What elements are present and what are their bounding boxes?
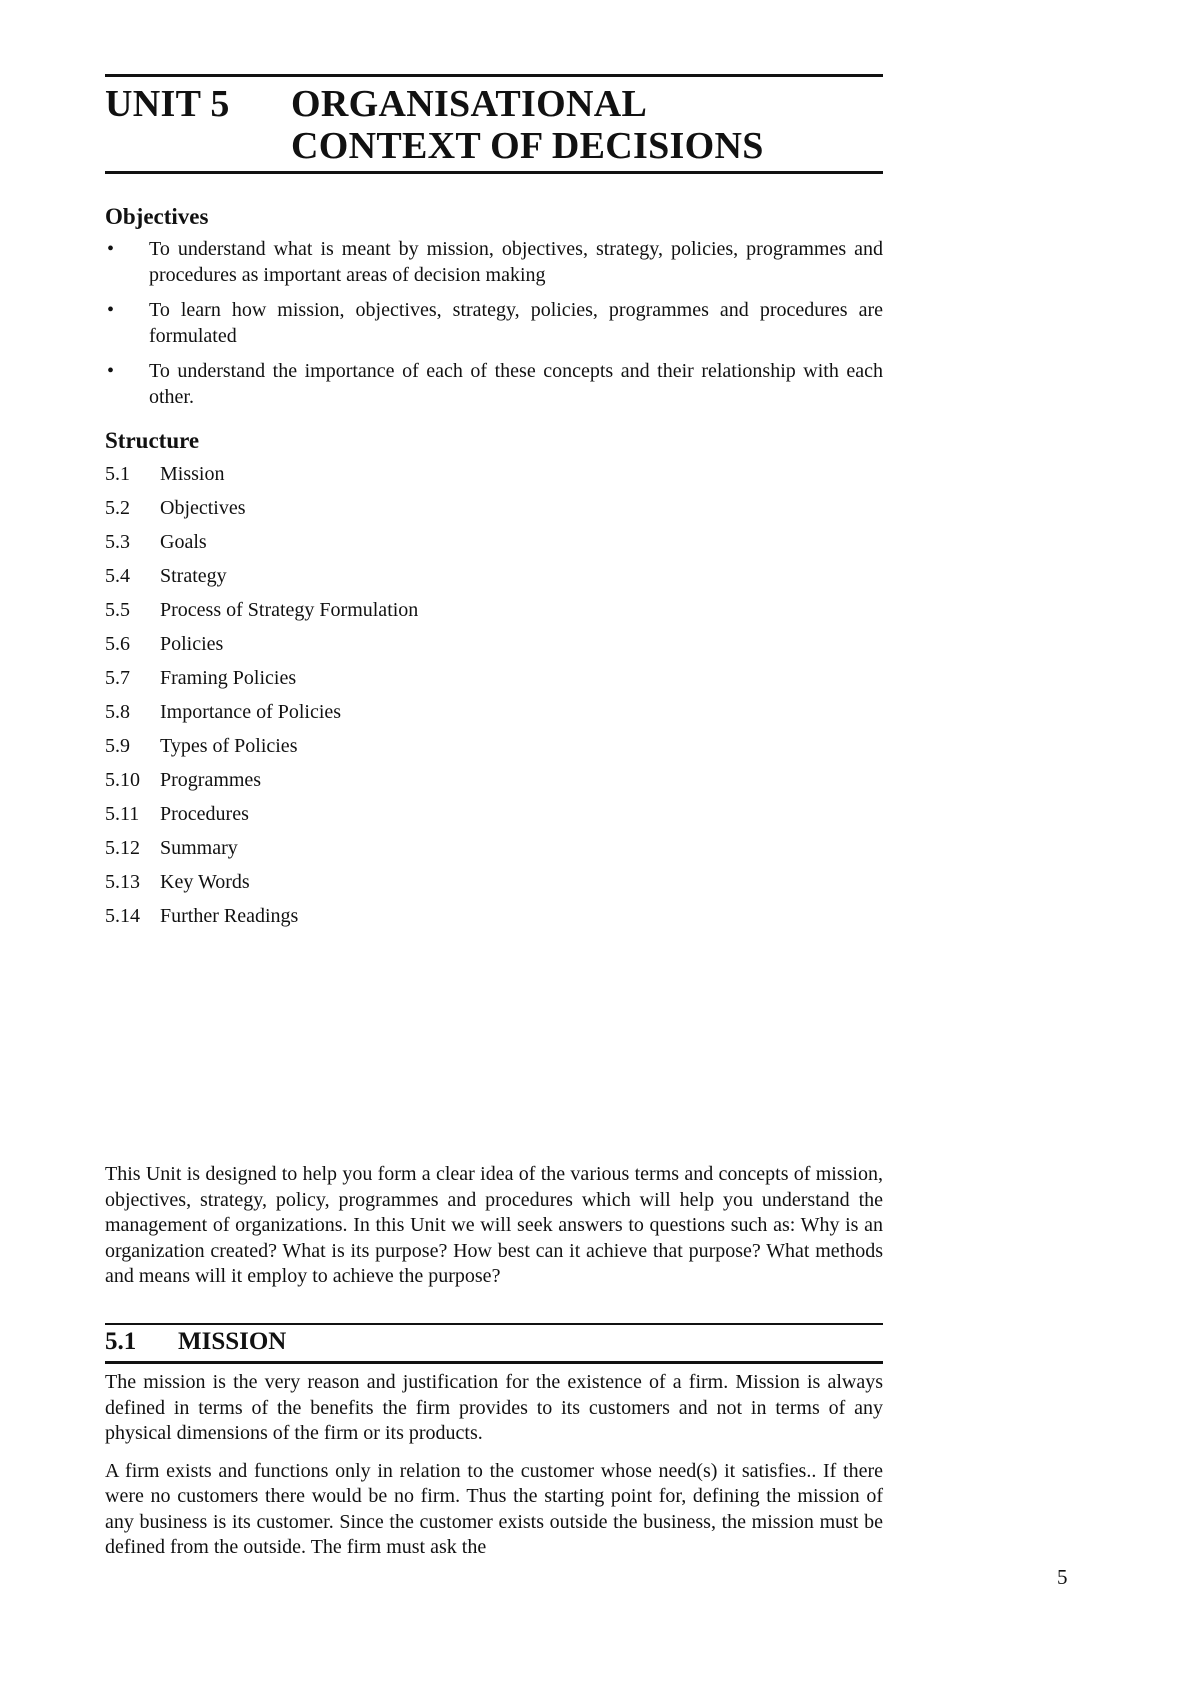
structure-item-number: 5.2 bbox=[105, 497, 130, 519]
objective-text: To understand what is meant by mission, objectives, strategy, policies, programmes and procedures as important areas of decision making bbox=[149, 238, 883, 286]
structure-item-label: Procedures bbox=[160, 803, 249, 825]
mission-paragraph: The mission is the very reason and justification for the existence of a firm. Mission is always defined in terms of the benefits the firm provides to its customers and not in terms of any physical dimensions of the firm or its products. bbox=[105, 1371, 883, 1444]
unit-header-row-1 bbox=[105, 83, 883, 125]
structure-item-number: 5.5 bbox=[105, 599, 130, 621]
structure-item bbox=[105, 666, 883, 691]
bullet-icon: • bbox=[107, 360, 115, 382]
structure-item-label: Goals bbox=[160, 531, 207, 553]
objective-text: To understand the importance of each of these concepts and their relationship with each other. bbox=[149, 360, 883, 408]
bullet-icon: • bbox=[107, 299, 115, 321]
objective-item bbox=[105, 297, 883, 349]
mission-section-number: 5.1 bbox=[105, 1328, 137, 1355]
structure-item-label: Programmes bbox=[160, 769, 262, 791]
structure-item bbox=[105, 530, 883, 555]
structure-item bbox=[105, 904, 883, 929]
structure-item bbox=[105, 598, 883, 623]
structure-item bbox=[105, 734, 883, 759]
structure-item bbox=[105, 870, 883, 895]
structure-item bbox=[105, 496, 883, 521]
objectives-list bbox=[105, 236, 883, 410]
structure-item-number: 5.13 bbox=[105, 871, 140, 893]
structure-item-label: Framing Policies bbox=[160, 667, 297, 689]
objective-item bbox=[105, 358, 883, 410]
structure-item-label: Policies bbox=[160, 633, 224, 655]
mission-section-title: MISSION bbox=[178, 1328, 287, 1355]
structure-item bbox=[105, 564, 883, 589]
unit-title-line-2: CONTEXT OF DECISIONS bbox=[291, 125, 764, 167]
structure-item bbox=[105, 462, 883, 487]
structure-item-number: 5.3 bbox=[105, 531, 130, 553]
structure-item-number: 5.8 bbox=[105, 701, 130, 723]
structure-item-label: Objectives bbox=[160, 497, 246, 519]
structure-item-number: 5.12 bbox=[105, 837, 140, 859]
unit-title-line-1: ORGANISATIONAL bbox=[291, 83, 648, 125]
structure-item bbox=[105, 768, 883, 793]
mission-section-body bbox=[105, 1370, 883, 1573]
structure-item bbox=[105, 802, 883, 827]
mission-section-heading bbox=[105, 1323, 883, 1364]
mission-paragraph: A firm exists and functions only in relation to the customer whose need(s) it satisfies.. If there were no customers there would be no firm. Thus the starting point for, defining the mission of any business is its customer. Since the customer exists outside the business, the mission must be defined from the outside. The firm must ask the bbox=[105, 1459, 883, 1558]
structure-item-number: 5.6 bbox=[105, 633, 130, 655]
structure-item bbox=[105, 632, 883, 657]
structure-item-number: 5.9 bbox=[105, 735, 130, 757]
objective-text: To learn how mission, objectives, strategy, policies, programmes and procedures are formulated bbox=[149, 299, 883, 347]
structure-item-label: Further Readings bbox=[160, 905, 299, 927]
structure-item bbox=[105, 836, 883, 861]
page-content bbox=[105, 74, 883, 938]
structure-item-label: Strategy bbox=[160, 565, 227, 587]
structure-item-number: 5.14 bbox=[105, 905, 140, 927]
page-number: 5 bbox=[1057, 1565, 1068, 1589]
structure-item-label: Key Words bbox=[160, 871, 250, 893]
structure-item-number: 5.4 bbox=[105, 565, 130, 587]
structure-item-number: 5.11 bbox=[105, 803, 140, 825]
structure-item-number: 5.7 bbox=[105, 667, 130, 689]
structure-item-label: Process of Strategy Formulation bbox=[160, 599, 419, 621]
structure-item bbox=[105, 700, 883, 725]
structure-list bbox=[105, 462, 883, 929]
objectives-heading: Objectives bbox=[105, 204, 209, 229]
unit-header-row-2 bbox=[105, 125, 883, 167]
structure-item-label: Summary bbox=[160, 837, 238, 859]
structure-item-label: Types of Policies bbox=[160, 735, 298, 757]
intro-paragraph: This Unit is designed to help you form a clear idea of the various terms and concepts of mission, objectives, strategy, policy, programmes and procedures which will help you understand the management of organizations. In this Unit we will seek answers to questions such as: Why is an organization created? What is its purpose? How best can it achieve that purpose? What methods and means will it employ to achieve the purpose? bbox=[105, 1163, 883, 1287]
structure-item-number: 5.1 bbox=[105, 463, 130, 485]
bullet-icon: • bbox=[107, 238, 115, 260]
unit-label: UNIT 5 bbox=[105, 83, 230, 125]
structure-heading: Structure bbox=[105, 428, 200, 453]
structure-item-number: 5.10 bbox=[105, 769, 140, 791]
unit-header bbox=[105, 74, 883, 174]
objective-item bbox=[105, 236, 883, 288]
structure-item-label: Importance of Policies bbox=[160, 701, 342, 723]
structure-item-label: Mission bbox=[160, 463, 225, 485]
